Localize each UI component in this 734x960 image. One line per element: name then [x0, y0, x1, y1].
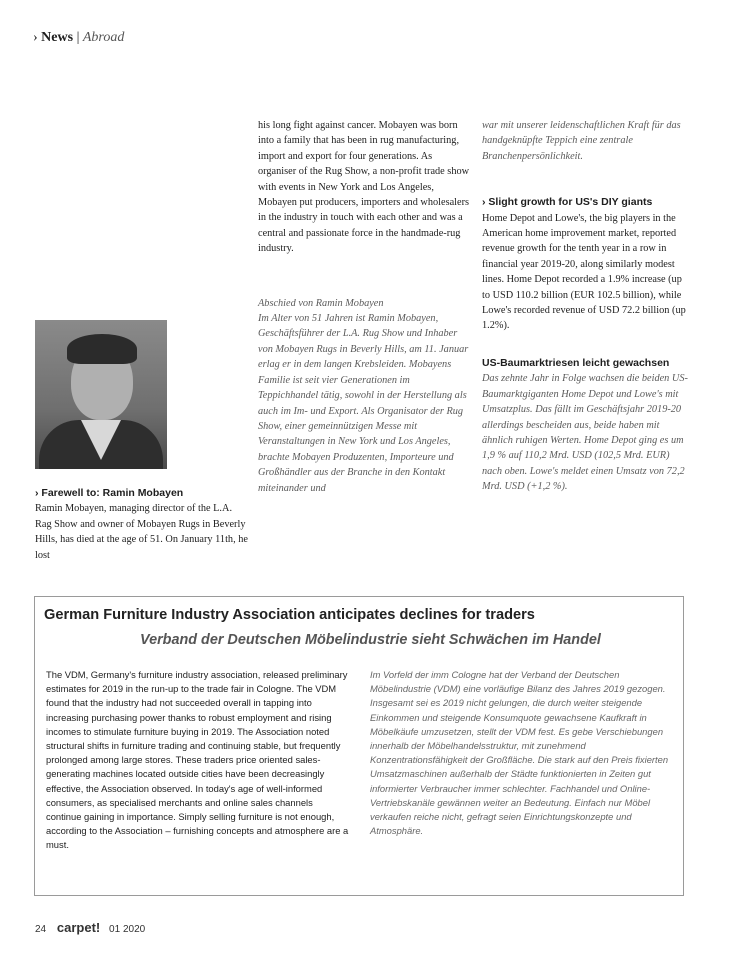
article-column-2	[258, 118, 472, 496]
article-heading-farewell-de: Abschied von Ramin Mobayen	[258, 297, 384, 309]
info-box-text-en: The VDM, Germany's furniture industry association, released preliminary estimates for 2019 in the run-up to the trade fair in Cologne. The VDM found that the industry had not succeeded overall in tapping into increasing purchasing power thanks to robust employment and rising incomes to stimulate furniture buying in 2019. The Association noted structural shifts in furniture trading and continuing stable, but frequently prolonged among large stores. These traders price oriented sales-generating machines located outside cities have been decreasingly effective, the Association observed. In today's age of well-informed consumers, as specialised merchants and online sales channels continue gaining in importance. Simply selling furniture is not enough, according to the Association – furnishing concepts and atmosphere are a must.	[46, 669, 349, 851]
article-heading-farewell: Farewell to: Ramin Mobayen	[41, 487, 184, 499]
magazine-brand: carpet!	[56, 920, 101, 935]
article-column-1: › Farewell to: Ramin Mobayen Ramin Mobayen, managing director of the L.A. Rag Show and owner of Mobayen Rugs in Beverly Hills, has died at the age of 51. On January 11th, he lost	[35, 486, 249, 563]
portrait-photo	[35, 320, 167, 469]
article-text-farewell-cont: his long fight against cancer. Mobayen was born into a family that has been in rug manufacturing, import and export for four generations. As organiser of the Rug Show, a non-profit trade show with events in New York and Los Angeles, Mobayen put producers, importers and wholesalers in the industry in touch with each other and was a central and passionate force in the handmade-rug industry.	[258, 120, 470, 255]
article-text-diy-de: Das zehnte Jahr in Folge wachsen die beiden US-Baumarktgiganten Home Depot und Lowe's mit Umsatzplus. Das fällt im Geschäftsjahr 2019-20 allerdings bescheiden aus, beide haben mit ähnlich ruhigen Werten. Home Depot ging es um 1,9 % auf 110,2 Mrd. USD (102,5 Mrd. EUR) nach oben. Lowe's meldet einen Umsatz von 72,2 Mrd. USD (+1,2 %).	[482, 373, 688, 493]
info-box-subtitle: Verband der Deutschen Möbelindustrie sieht Schwächen im Handel	[140, 632, 601, 648]
info-box-title: German Furniture Industry Association anticipates declines for traders	[44, 607, 535, 623]
article-heading-diy-de: US-Baumarktriesen leicht gewachsen	[482, 356, 670, 369]
article-text-farewell-de-cont: war mit unserer leidenschaftlichen Kraft für das handgeknüpfte Teppich eine zentrale Branchenpersönlichkeit.	[482, 120, 681, 162]
section-header: › News | Abroad	[33, 30, 125, 45]
section-sublabel: Abroad	[82, 30, 125, 45]
page-footer	[35, 920, 145, 935]
page-number: 24	[35, 924, 47, 935]
article-text-diy: Home Depot and Lowe's, the big players in the American home improvement market, reported revenue growth for the tenth year in a row in financial year 2019-20, along similarly modest lines. Home Depot recorded a 1.9% increase (up to USD 110.2 billion (EUR 102.5 billion), while Lowe's recorded revenue of USD 72.2 billion (up 1.2%).	[482, 212, 686, 332]
section-label: News	[41, 30, 74, 45]
article-heading-diy: Slight growth for US's DIY giants	[488, 196, 653, 209]
article-text-farewell-de: Im Alter von 51 Jahren ist Ramin Mobayen, Geschäftsführer der L.A. Rug Show und Inhaber von Mobayen Rugs in Beverly Hills, am 11. Januar erlag er in dem langen Krebsleiden. Mobayens Familie ist seit vier Generationen im Teppichhandel tätig, sowohl in der Herstellung als auch im Im- und Export. Als Organisator der Rug Show, einer gemeinnützigen Messe mit Veranstaltungen in New York und Los Angeles, brachte Mobayen Produzenten, Importeure und Großhändler aus der Branche in den Kontakt miteinander und	[258, 313, 469, 494]
article-column-3: war mit unserer leidenschaftlichen Kraft für das handgeknüpfte Teppich eine zentrale Branchenpersönlichkeit. › Slight growth for US's DIY giants Home Depot and Lowe's, the big players in the American home improvement market, reported revenue growth for the tenth year in a row in financial year 2019-20, along similarly modest lines. Home Depot recorded a 1.9% increase (up to USD 110.2 billion (EUR 102.5 billion), while Lowe's recorded revenue of USD 72.2 billion (up 1.2%). US-Baumarktriesen leicht gewachsen Das zehnte Jahr in Folge wachsen die beiden US-Baumarktgiganten Home Depot und Lowe's mit Umsatzplus. Das fällt im Geschäftsjahr 2019-20 allerdings bescheiden aus, beide haben mit ähnlich ruhigen Werten. Home Depot ging es um 1,9 % auf 110,2 Mrd. USD (102,5 Mrd. EUR) nach oben. Lowe's meldet einen Umsatz von 72,2 Mrd. USD (+1,2 %).	[482, 118, 688, 495]
section-separator: |	[76, 30, 80, 45]
issue-label: 01 2020	[109, 924, 146, 935]
info-box-text-de: Im Vorfeld der imm Cologne hat der Verband der Deutschen Möbelindustrie (VDM) eine vorläufige Bilanz des Jahres 2019 gezogen. Insgesamt sei es 2019 nicht gelungen, die durch weiter steigende Einkommen und steigende Konsumquote gewachsene Kaufkraft in Möbelkäufe umzusetzen, stellt der VDM fest. Es gebe Verschiebungen innerhalb der Möbelhandelsstruktur, mit zunehmend Konzentrationsfähigkeit der Großfläche. Die stark auf den Preis fixierten Umsatzmaschinen außerhalb der Städte funktionierten in Zeiten gut informierter Verbraucher immer schlechter. Fachhandel und Online-Vertriebskanäle gewännen weiter an Bedeutung. Einfach nur Möbel verkaufen reiche nicht, gefragt seien Einrichtungskonzepte und Atmosphäre.	[370, 669, 669, 837]
article-text-farewell: Ramin Mobayen, managing director of the L.A. Rag Show and owner of Mobayen Rugs in Beverly Hills, has died at the age of 51. On January 11th, he lost	[35, 503, 248, 561]
